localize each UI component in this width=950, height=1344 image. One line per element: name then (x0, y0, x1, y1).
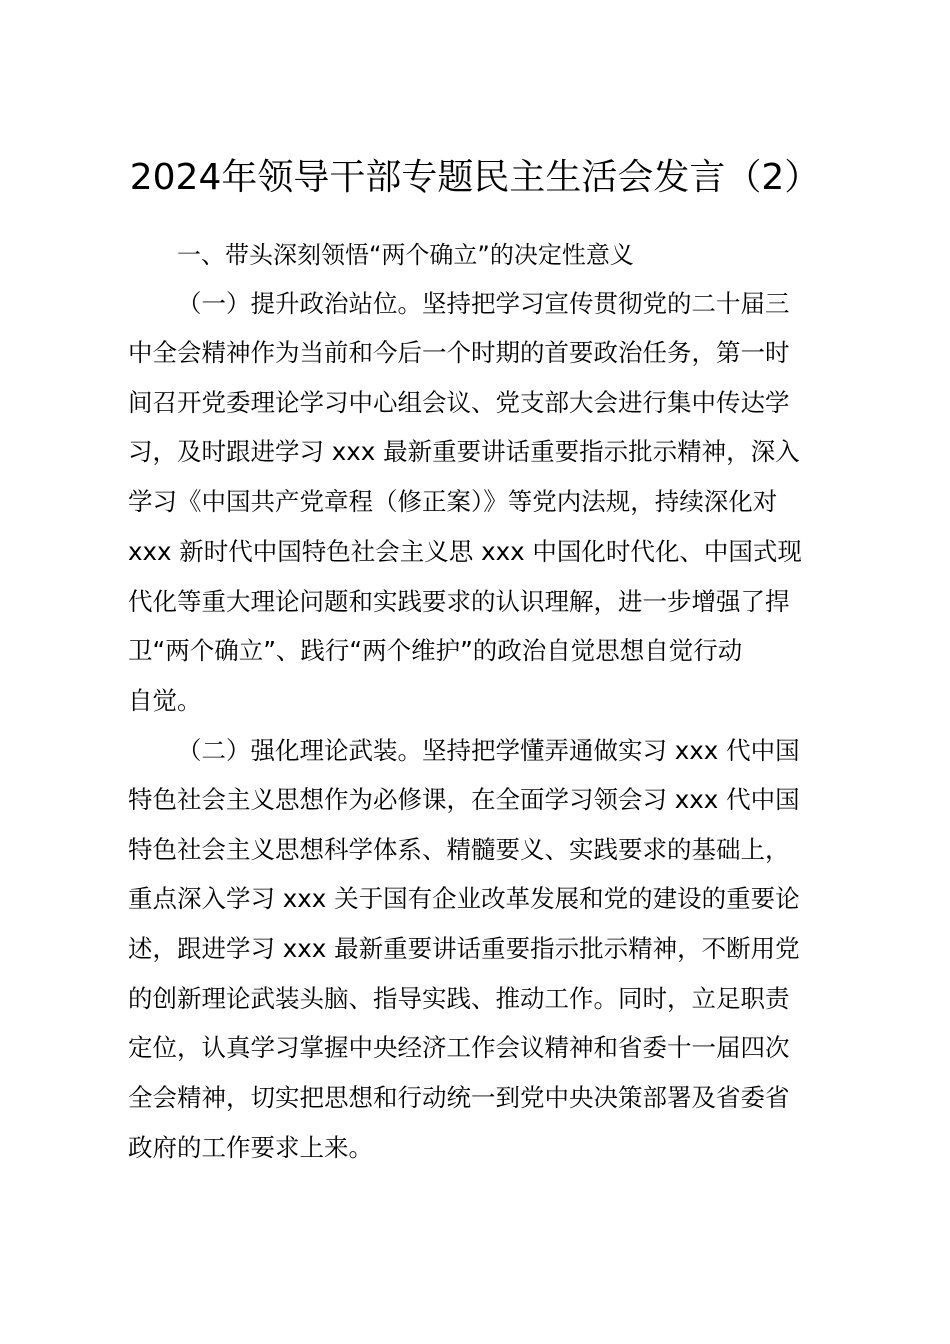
section-heading: 一、带头深刻领悟“两个确立”的决定性意义 (177, 241, 634, 269)
paragraph-line: 特色社会主义思想科学体系、精髓要义、实践要求的基础上， (128, 835, 790, 864)
paragraph-line: 的创新理论武装头脑、指导实践、推动工作。同时，立足职责 (128, 984, 790, 1013)
paragraph-line: 卫“两个确立”、践行“两个维护”的政治自觉思想自觉行动 (128, 636, 743, 665)
paragraph-line: 自觉。 (128, 686, 202, 715)
paragraph-line: 中全会精神作为当前和今后一个时期的首要政治任务，第一时 (128, 338, 790, 367)
paragraph-line: 重点深入学习 xxx 关于国有企业改革发展和党的建设的重要论 (128, 884, 800, 913)
paragraph-line: 特色社会主义思想作为必修课，在全面学习领会习 xxx 代中国 (128, 785, 800, 814)
paragraph-line: 间召开党委理论学习中心组会议、党支部大会进行集中传达学 (128, 388, 790, 417)
paragraph-line: 全会精神，切实把思想和行动统一到党中央决策部署及省委省 (128, 1083, 790, 1112)
paragraph-line: （二）强化理论武装。坚持把学懂弄通做实习 xxx 代中国 (177, 736, 800, 765)
paragraph-line: 习，及时跟进学习 xxx 最新重要讲话重要指示批示精神，深入 (128, 437, 800, 466)
paragraph-line: xxx 新时代中国特色社会主义思 xxx 中国化时代化、中国式现 (128, 537, 802, 566)
paragraph-line: 代化等重大理论问题和实践要求的认识理解，进一步增强了捍 (128, 587, 790, 616)
paragraph-line: （一）提升政治站位。坚持把学习宣传贯彻党的二十届三 (177, 289, 790, 318)
paragraph-line: 政府的工作要求上来。 (128, 1133, 373, 1162)
paragraph-line: 述，跟进学习 xxx 最新重要讲话重要指示批示精神，不断用党 (128, 934, 800, 963)
document-title: 2024年领导干部专题民主生活会发言（2） (129, 157, 821, 198)
paragraph-line: 学习《中国共产党章程（修正案）》等党内法规，持续深化对 (128, 487, 778, 516)
paragraph-line: 定位，认真学习掌握中央经济工作会议精神和省委十一届四次 (128, 1033, 790, 1062)
